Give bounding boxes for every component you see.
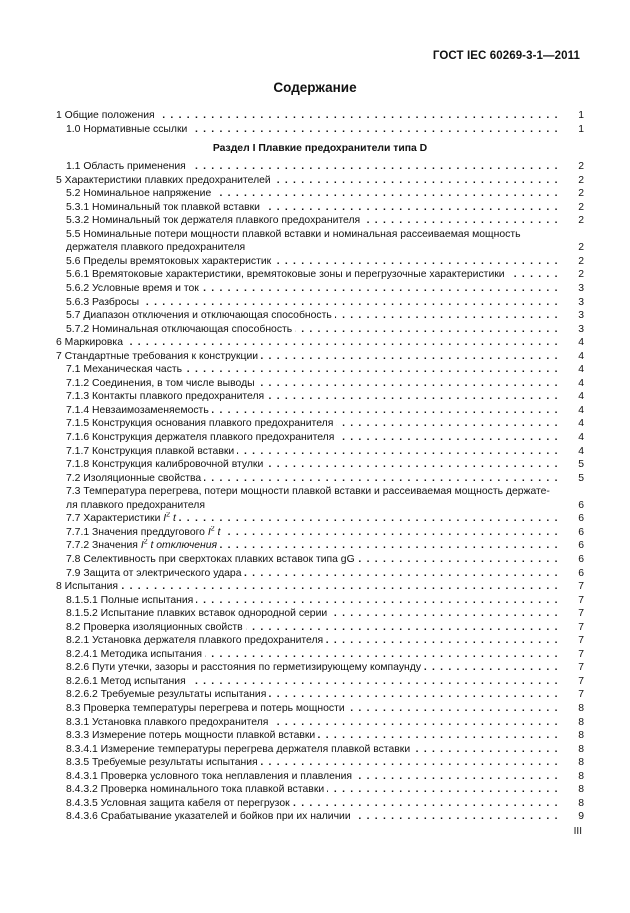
toc-entry-page: 6 xyxy=(568,553,584,567)
toc-entry[interactable] xyxy=(56,201,584,215)
toc-entry[interactable] xyxy=(56,404,584,418)
toc-entry-label: 5.7 Диапазон отключения и отключающая способность xyxy=(56,310,335,321)
toc-entry-label: 7.2 Изоляционные свойства xyxy=(56,473,204,484)
label-prefix: 7.7.2 Значения xyxy=(66,540,141,552)
toc-entry-page: 4 xyxy=(568,390,584,404)
toc-entry-label: 8.2 Проверка изоляционных свойств xyxy=(56,622,246,633)
toc-entry[interactable] xyxy=(56,621,584,635)
toc-entry-label: 7.1.3 Контакты плавкого предохранителя xyxy=(56,391,267,402)
toc-group-characteristics xyxy=(56,160,584,228)
toc-entry-page: 5 xyxy=(568,472,584,486)
toc-entry[interactable] xyxy=(56,512,584,526)
toc-entry[interactable] xyxy=(56,417,584,431)
standard-designation: ГОСТ IEC 60269-3-1—2011 xyxy=(432,50,580,62)
toc-group-general xyxy=(56,109,584,136)
toc-entry-label: 1 Общие положения xyxy=(56,110,158,121)
toc-entry-page: 8 xyxy=(568,729,584,743)
toc-entry-5-5[interactable] xyxy=(66,228,584,255)
toc-entry-page: 2 xyxy=(568,255,584,269)
toc-entry-label xyxy=(56,513,179,524)
toc-entry-page: 2 xyxy=(568,187,584,201)
page-number: III xyxy=(573,826,582,837)
toc-entry-label: 8.3 Проверка температуры перегрева и потерь мощности xyxy=(56,703,348,714)
toc-entry[interactable] xyxy=(56,770,584,784)
toc-entry-7-3[interactable] xyxy=(66,485,584,512)
toc-entry-page: 4 xyxy=(568,336,584,350)
toc-entry[interactable] xyxy=(56,160,584,174)
toc-entry-label: 5 Характеристики плавких предохранителей xyxy=(56,175,274,186)
toc-entry[interactable] xyxy=(56,539,584,553)
exponent: 2 xyxy=(210,525,215,533)
toc-entry-page: 2 xyxy=(568,201,584,215)
toc-entry-label: 8.4.3.6 Срабатывание указателей и бойков при их наличии xyxy=(56,811,354,822)
toc-entry[interactable] xyxy=(56,553,584,567)
toc-entry-page: 7 xyxy=(568,594,584,608)
toc-entry-label: 6 Маркировка xyxy=(56,337,126,348)
toc-group-tests xyxy=(56,553,584,824)
toc-entry-label: 7.9 Защита от электрического удара xyxy=(56,568,244,579)
page-title: Содержание xyxy=(273,80,357,95)
toc-entry-page: 7 xyxy=(568,688,584,702)
toc-entry-page: 2 xyxy=(568,160,584,174)
toc-entry-label: 8.1.5.2 Испытание плавких вставок однородной серии xyxy=(56,608,330,619)
toc-entry-page: 8 xyxy=(568,716,584,730)
toc-entry-page: 8 xyxy=(568,756,584,770)
toc-entry-label: 7.8 Селективность при сверхтоках плавких вставок типа gG xyxy=(56,554,358,565)
toc-entry[interactable] xyxy=(56,363,584,377)
toc-entry-page: 4 xyxy=(568,431,584,445)
toc-entry-label xyxy=(56,540,220,551)
toc-entry[interactable] xyxy=(56,323,584,337)
toc-entry-label: 5.3.2 Номинальный ток держателя плавкого предохранителя xyxy=(56,215,363,226)
toc-entry-page: 7 xyxy=(568,648,584,662)
toc-entry-label: 5.3.1 Номинальный ток плавкой вставки xyxy=(56,202,263,213)
toc-group-limits xyxy=(56,255,584,485)
toc-entry[interactable] xyxy=(56,350,584,364)
label-suffix: t xyxy=(214,526,221,538)
toc-entry[interactable] xyxy=(56,729,584,743)
toc-entry-page: 3 xyxy=(568,282,584,296)
toc-entry-label: 8.3.3 Измерение потерь мощности плавкой вставки xyxy=(56,730,318,741)
toc-entry-page: 7 xyxy=(568,634,584,648)
current-symbol: I xyxy=(140,540,144,552)
toc-entry-page: 7 xyxy=(568,675,584,689)
toc-entry[interactable] xyxy=(56,743,584,757)
toc-entry-page: 7 xyxy=(568,621,584,635)
toc-entry[interactable] xyxy=(56,702,584,716)
toc-entry-page: 4 xyxy=(568,404,584,418)
toc-entry[interactable] xyxy=(56,526,584,540)
toc-entry-label: 1.0 Нормативные ссылки xyxy=(56,124,190,135)
toc-entry-label: 8.3.1 Установка плавкого предохранителя xyxy=(56,717,271,728)
toc-entry[interactable] xyxy=(56,675,584,689)
toc-entry[interactable] xyxy=(56,336,584,350)
exponent: 2 xyxy=(143,539,148,546)
toc-entry[interactable] xyxy=(56,268,584,282)
toc-entry-page: 6 xyxy=(568,539,584,553)
toc-entry[interactable] xyxy=(56,607,584,621)
toc-entry-page: 8 xyxy=(568,783,584,797)
toc-entry-label-line1: 5.5 Номинальные потери мощности плавкой вставки и номинальная рассеиваемая мощность xyxy=(66,228,521,240)
toc-entry-label: 8.4.3.1 Проверка условного тока неплавления и плавления xyxy=(56,771,355,782)
toc-entry-label: 5.6.1 Времятоковые характеристики, времятоковые зоны и перегрузочные характеристики xyxy=(56,269,508,280)
toc-entry-label-line2: держателя плавкого предохранителя xyxy=(66,242,246,254)
toc-entry-label: 8.3.4.1 Измерение температуры перегрева держателя плавкой вставки xyxy=(56,744,413,755)
toc-entry-page: 2 xyxy=(568,214,584,228)
toc-entry-page: 4 xyxy=(568,417,584,431)
toc-entry[interactable] xyxy=(56,123,584,137)
section-heading: Раздел I Плавкие предохранители типа D xyxy=(212,143,428,155)
toc-entry[interactable] xyxy=(56,567,584,581)
label-prefix: 7.7 Характеристики xyxy=(66,513,164,525)
toc-entry-label: 7.1.6 Конструкция держателя плавкого предохранителя xyxy=(56,432,337,443)
toc-entry[interactable] xyxy=(56,255,584,269)
toc-entry[interactable] xyxy=(56,377,584,391)
toc-entry-label: 7.1.7 Конструкция плавкой вставки xyxy=(56,446,237,457)
toc-entry-label-line2: ля плавкого предохранителя xyxy=(66,499,205,511)
toc-entry-label: 8.2.6.1 Метод испытания xyxy=(56,676,189,687)
toc-entry[interactable] xyxy=(56,688,584,702)
toc-entry-label: 1.1 Область применения xyxy=(56,161,189,172)
toc-group-i2t xyxy=(56,512,584,553)
toc-entry-label: 8.2.1 Установка держателя плавкого предохранителя xyxy=(56,635,326,646)
toc-entry-page: 3 xyxy=(568,323,584,337)
toc-entry-page: 3 xyxy=(568,296,584,310)
exponent: 2 xyxy=(166,512,171,519)
toc-entry[interactable] xyxy=(56,716,584,730)
toc-entry[interactable] xyxy=(56,648,584,662)
toc-entry-label: 7.1 Механическая часть xyxy=(56,364,185,375)
toc-entry-label: 8.1.5.1 Полные испытания xyxy=(56,595,196,606)
toc-entry[interactable] xyxy=(56,282,584,296)
table-of-contents xyxy=(56,109,584,824)
toc-entry[interactable] xyxy=(56,431,584,445)
toc-entry-page: 6 xyxy=(568,512,584,526)
toc-entry-label: 5.2 Номинальное напряжение xyxy=(56,188,214,199)
toc-entry[interactable] xyxy=(56,214,584,228)
toc-entry-label: 8.2.6 Пути утечки, зазоры и расстояния по герметизирующему компаунду xyxy=(56,662,424,673)
toc-entry-label: 5.6.2 Условные время и ток xyxy=(56,283,202,294)
toc-entry-page: 6 xyxy=(568,567,584,581)
toc-entry[interactable] xyxy=(56,634,584,648)
toc-entry-page: 4 xyxy=(568,377,584,391)
toc-entry-page: 4 xyxy=(568,350,584,364)
label-suffix: t xyxy=(170,513,176,525)
toc-entry[interactable] xyxy=(56,296,584,310)
toc-entry-page: 6 xyxy=(578,499,584,511)
toc-entry[interactable] xyxy=(56,594,584,608)
label-prefix: 7.7.1 Значения преддугового xyxy=(66,526,208,538)
toc-entry-label: 5.7.2 Номинальная отключающая способность xyxy=(56,324,295,335)
toc-entry-label: 7.1.2 Соединения, в том числе выводы xyxy=(56,378,258,389)
toc-entry-label: 8.2.4.1 Методика испытания xyxy=(56,649,205,660)
toc-entry-page: 1 xyxy=(568,123,584,137)
toc-entry-label xyxy=(56,527,223,538)
toc-entry-page: 7 xyxy=(568,580,584,594)
toc-entry-label: 8.4.3.2 Проверка номинального тока плавкой вставки xyxy=(56,784,327,795)
toc-entry-page: 4 xyxy=(568,363,584,377)
toc-entry-label: 8 Испытания xyxy=(56,581,121,592)
toc-entry-page: 3 xyxy=(568,309,584,323)
toc-entry-page: 2 xyxy=(568,268,584,282)
toc-entry-page: 8 xyxy=(568,797,584,811)
toc-entry-page: 1 xyxy=(568,109,584,123)
current-symbol: I xyxy=(207,526,211,538)
toc-entry[interactable] xyxy=(56,109,584,123)
toc-entry[interactable] xyxy=(56,580,584,594)
toc-entry[interactable] xyxy=(56,174,584,188)
toc-entry[interactable] xyxy=(56,472,584,486)
toc-entry[interactable] xyxy=(56,783,584,797)
toc-entry-label-line1: 7.3 Температура перегрева, потери мощности плавкой вставки и рассеиваемая мощность держате- xyxy=(66,486,550,498)
toc-entry-page: 7 xyxy=(568,661,584,675)
toc-entry-page: 8 xyxy=(568,702,584,716)
toc-entry-page: 2 xyxy=(578,242,584,254)
toc-entry-label: 7 Стандартные требования к конструкции xyxy=(56,351,261,362)
toc-entry[interactable] xyxy=(56,390,584,404)
toc-entry[interactable] xyxy=(56,797,584,811)
toc-entry-label: 7.1.5 Конструкция основания плавкого предохранителя xyxy=(56,418,336,429)
toc-entry-page: 5 xyxy=(568,458,584,472)
toc-entry-page: 4 xyxy=(568,445,584,459)
toc-entry-page: 7 xyxy=(568,607,584,621)
toc-entry-page: 6 xyxy=(568,526,584,540)
toc-entry-label: 5.6 Пределы времятоковых характеристик xyxy=(56,256,274,267)
toc-entry[interactable] xyxy=(56,810,584,824)
toc-entry-label: 8.4.3.5 Условная защита кабеля от перегрузок xyxy=(56,798,293,809)
toc-entry-page: 2 xyxy=(568,174,584,188)
label-suffix: t отключения xyxy=(147,540,218,552)
toc-entry[interactable] xyxy=(56,309,584,323)
toc-entry-page: 9 xyxy=(568,810,584,824)
toc-entry-label: 8.2.6.2 Требуемые результаты испытания xyxy=(56,689,269,700)
toc-entry-page: 8 xyxy=(568,743,584,757)
toc-entry-label: 7.1.4 Невзаимозаменяемость xyxy=(56,405,212,416)
toc-entry-label: 7.1.8 Конструкция калибровочной втулки xyxy=(56,459,266,470)
toc-entry[interactable] xyxy=(56,756,584,770)
toc-entry[interactable] xyxy=(56,661,584,675)
toc-entry-label: 5.6.3 Разбросы xyxy=(56,297,142,308)
toc-entry[interactable] xyxy=(56,187,584,201)
toc-entry[interactable] xyxy=(56,458,584,472)
current-symbol: I xyxy=(163,513,167,525)
toc-entry-label: 8.3.5 Требуемые результаты испытания xyxy=(56,757,261,768)
toc-entry[interactable] xyxy=(56,445,584,459)
toc-entry-page: 8 xyxy=(568,770,584,784)
